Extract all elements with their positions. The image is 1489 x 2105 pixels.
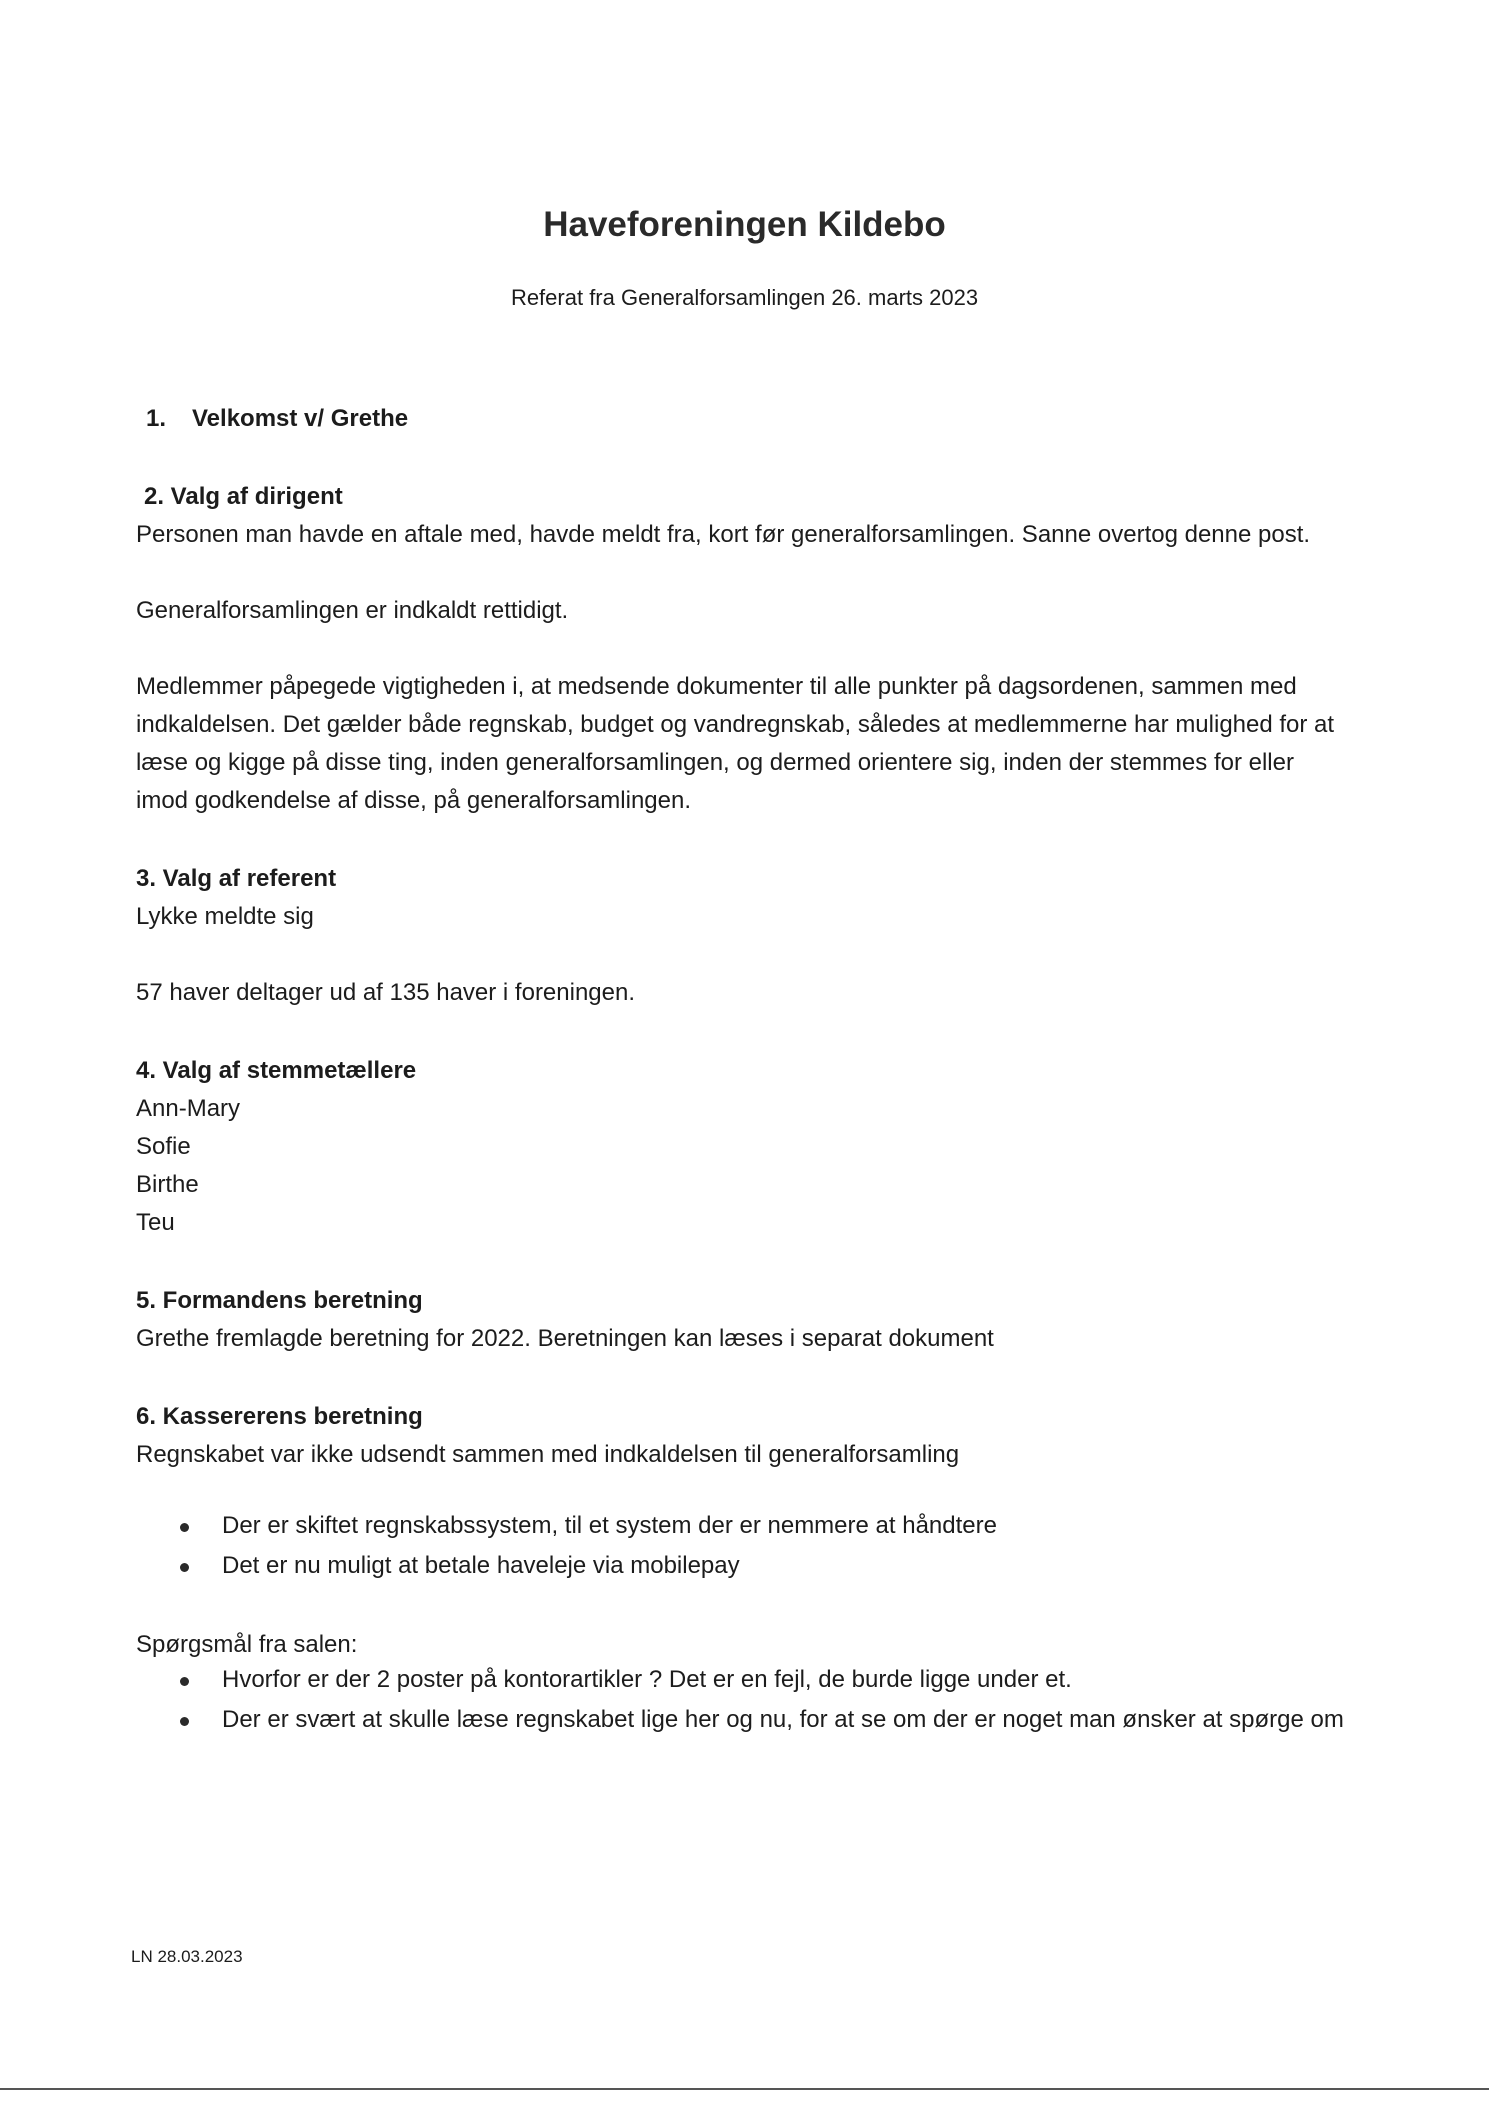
footer-note: LN 28.03.2023 xyxy=(131,1947,243,1966)
section-2-paragraph-2: Generalforsamlingen er indkaldt rettidigt. xyxy=(136,597,569,624)
list-item-text: Hvorfor er der 2 poster på kontorartikler ? Det er en fejl, de burde ligge under et. xyxy=(222,1666,1072,1693)
list-item-text: Der er skiftet regnskabssystem, til et system der er nemmere at håndtere xyxy=(222,1512,997,1539)
questions-list xyxy=(136,1664,1346,1736)
teller-name: Ann-Mary xyxy=(136,1095,241,1122)
section-5-paragraph-1: Grethe fremlagde beretning for 2022. Beretningen kan læses i separat dokument xyxy=(136,1325,994,1352)
section-3-heading: 3. Valg af referent xyxy=(136,865,337,892)
section-1-title: Velkomst v/ Grethe xyxy=(192,405,409,432)
section-5-heading: 5. Formandens beretning xyxy=(136,1287,423,1314)
section-1-heading xyxy=(146,400,1346,438)
list-item-text: Der er svært at skulle læse regnskabet lige her og nu, for at se om der er noget man ønsker at spørge om xyxy=(222,1706,1344,1733)
bullet-icon xyxy=(180,1523,189,1532)
section-6-paragraph-1: Regnskabet var ikke udsendt sammen med indkaldelsen til generalforsamling xyxy=(136,1441,960,1468)
teller-name: Birthe xyxy=(136,1171,199,1198)
document-title: Haveforeningen Kildebo xyxy=(543,205,946,244)
bullet-icon xyxy=(180,1677,189,1686)
bullet-icon xyxy=(180,1717,189,1726)
section-3-paragraph-2: 57 haver deltager ud af 135 haver i foreningen. xyxy=(136,979,636,1006)
bullet-icon xyxy=(180,1563,189,1572)
list-item-text: Det er nu muligt at betale haveleje via mobilepay xyxy=(222,1552,740,1579)
section-6-heading: 6. Kassererens beretning xyxy=(136,1403,423,1430)
scan-edge-line xyxy=(0,2088,1489,2090)
list-item xyxy=(136,1550,1346,1582)
teller-name: Teu xyxy=(136,1209,175,1236)
questions-label: Spørgsmål fra salen: xyxy=(136,1631,358,1658)
list-item xyxy=(136,1510,1346,1542)
teller-name: Sofie xyxy=(136,1133,191,1160)
section-2-paragraph-1: Personen man havde en aftale med, havde meldt fra, kort før generalforsamlingen. Sanne overtog denne post. xyxy=(136,521,1311,548)
section-1-number: 1. xyxy=(146,405,167,432)
list-item xyxy=(136,1704,1346,1736)
section-6-bullet-list xyxy=(136,1510,1346,1582)
section-2-heading: 2. Valg af dirigent xyxy=(144,483,343,510)
section-2-paragraph-3: Medlemmer påpegede vigtigheden i, at medsende dokumenter til alle punkter på dagsordenen, sammen med indkaldelsen. Det gælder både regnskab, budget og vandregnskab, således at medlemmerne har mulighed for at læse og kigge på disse ting, inden generalforsamlingen, og dermed orientere sig, inden der stemmes for eller imod godkendelse af disse, på generalforsamlingen. xyxy=(136,673,1335,814)
document-subtitle: Referat fra Generalforsamlingen 26. marts 2023 xyxy=(510,285,979,310)
list-item xyxy=(136,1664,1346,1696)
section-3-paragraph-1: Lykke meldte sig xyxy=(136,903,314,930)
document-content xyxy=(136,400,1346,1744)
section-4-heading: 4. Valg af stemmetællere xyxy=(136,1057,417,1084)
